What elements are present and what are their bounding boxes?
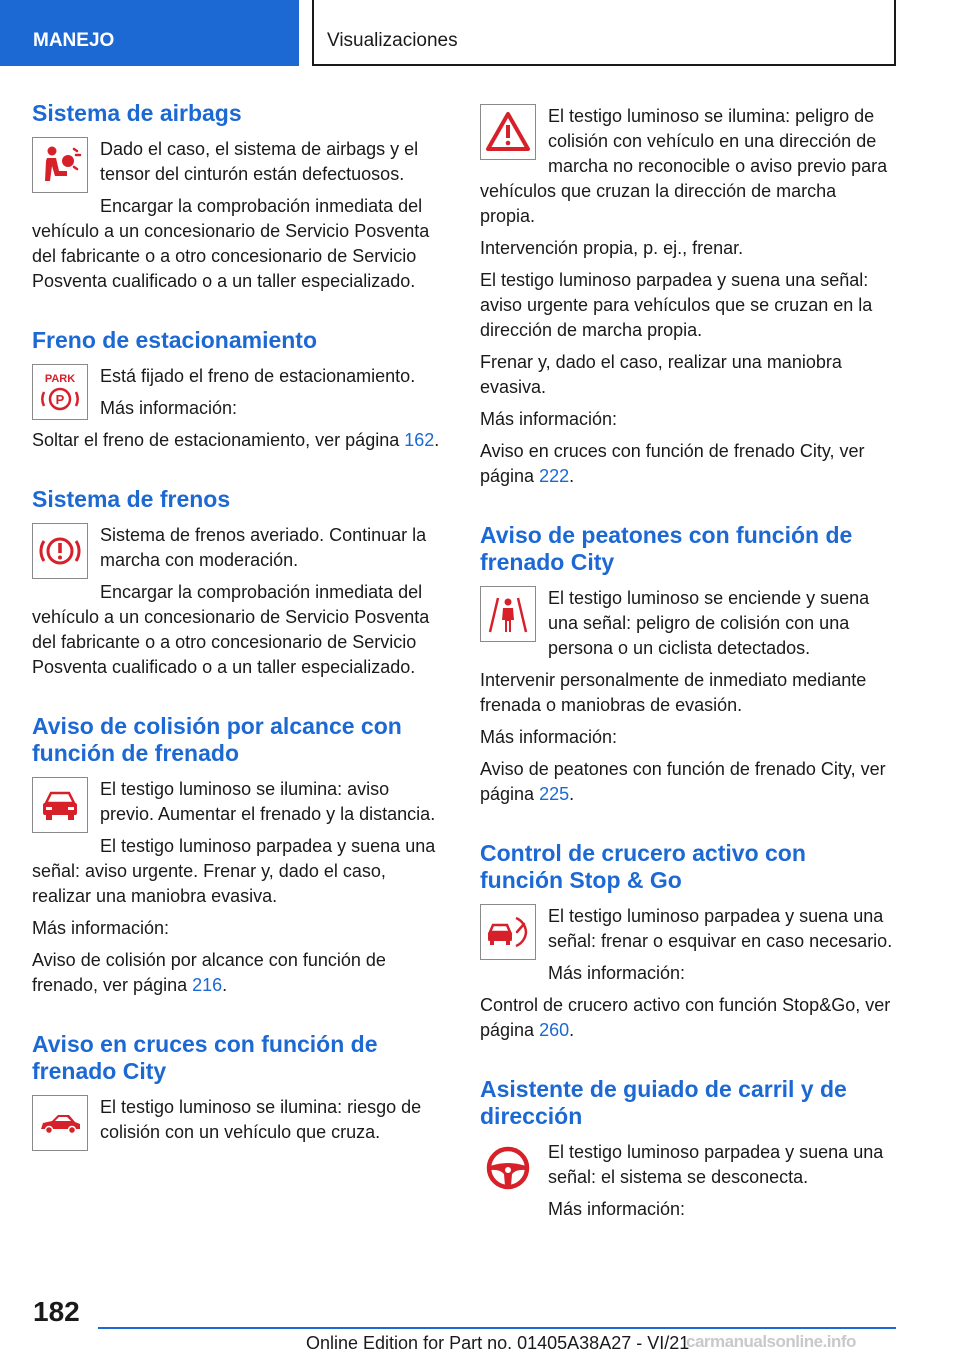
watermark: carmanualsonline.info [686,1332,856,1351]
page-link-162[interactable]: 162 [404,430,435,450]
warning-triangle-icon [480,104,536,160]
parking-brake-text-3: Soltar el freno de estacionamiento, ver página 162. [32,430,440,450]
collision-warning-text-2: El testigo luminoso parpadea y suena una señal: aviso urgente. Frenar y, dado el caso, realizar una maniobra evasiva. [32,836,436,906]
section-cruise-control [480,840,894,1050]
footer-divider [98,1327,896,1329]
lane-assistant-text-1: El testigo luminoso parpadea y suena una señal: el sistema se desconecta. [548,1142,884,1187]
brake-system-heading: Sistema de frenos [32,486,231,512]
airbag-warning-icon [32,137,88,193]
car-rear-icon [32,777,88,833]
crossing-cont-text-2: Intervención propia, p. ej., frenar. [480,238,744,258]
pedestrian-text-1: El testigo luminoso se enciende y suena una señal: peligro de colisión con una persona o un ciclista detectados. [548,588,870,658]
section-pedestrian-warning [480,522,894,814]
cruise-control-heading: Control de crucero activo con función Stop & Go [480,840,806,893]
parking-brake-icon [32,364,88,420]
collision-warning-heading: Aviso de colisión por alcance con función de frenado [32,713,402,766]
left-column [32,100,446,1181]
pedestrian-text-4: Aviso de peatones con función de frenado City, ver página 225. [480,759,886,804]
pedestrian-text-3: Más información: [480,727,618,747]
park-label: PARK [44,373,76,385]
page-link-260[interactable]: 260 [539,1020,570,1040]
crossing-warning-heading: Aviso en cruces con función de frenado City [32,1031,378,1084]
crossing-cont-text-3: El testigo luminoso parpadea y suena una señal: aviso urgente para vehículos que se cruzan en la dirección de marcha propia. [480,270,873,340]
crossing-cont-text-1: El testigo luminoso se ilumina: peligro de colisión con vehículo en una dirección de marcha no reconocible o aviso previo para vehículos que cruzan la dirección de marcha propia. [480,106,888,226]
pedestrian-text-2: Intervenir personalmente de inmediato mediante frenada o maniobras de evasión. [480,670,867,715]
section-collision-warning [32,713,446,1005]
page-header [0,0,960,66]
section-airbags [32,100,446,301]
lane-assistant-heading: Asistente de guiado de carril y de dirección [480,1076,847,1129]
airbags-text-2: Encargar la comprobación inmediata del vehículo a un concesionario de Servicio Posventa del fabricante o a otro concesionario de Servicio Posventa cualificado o a un taller especializado. [32,196,430,291]
crossing-cont-text-6: Aviso en cruces con función de frenado City, ver página 222. [480,441,865,486]
pedestrian-warning-heading: Aviso de peatones con función de frenado City [480,522,853,575]
right-column [480,104,894,1255]
section-brake-system [32,486,446,687]
brake-system-text-2: Encargar la comprobación inmediata del vehículo a un concesionario de Servicio Posventa del fabricante o a otro concesionario de Servicio Posventa cualificado o a un taller especializado. [32,582,430,677]
parking-brake-text-2: Más información: [100,398,238,418]
section-parking-brake [32,327,446,460]
car-side-icon [32,1095,88,1151]
airbags-heading: Sistema de airbags [32,100,242,126]
footer-edition: Online Edition for Part no. 01405A38A27 - VI/21 [306,1333,690,1353]
cruise-control-text-3: Control de crucero activo con función Stop&Go, ver página 260. [480,995,891,1040]
airbags-text-1: Dado el caso, el sistema de airbags y el tensor del cinturón están defectuosos. [100,139,419,184]
page-link-225[interactable]: 225 [539,784,570,804]
lane-assistant-text-2: Más información: [548,1199,686,1219]
cruise-control-text-2: Más información: [548,963,686,983]
svg-text:P: P [55,392,65,407]
section-lane-assistant [480,1076,894,1229]
crossing-cont-text-5: Más información: [480,409,618,429]
collision-warning-text-3: Más información: [32,918,170,938]
brake-warning-icon [32,523,88,579]
section-crossing-warning [32,1031,446,1155]
section-tab: MANEJO [0,0,299,66]
brake-system-text-1: Sistema de frenos averiado. Continuar la marcha con moderación. [100,525,427,570]
header-title: Visualizaciones [312,0,896,66]
cruise-control-icon [480,904,536,960]
cruise-control-text-1: El testigo luminoso parpadea y suena una señal: frenar o esquivar en caso necesario. [548,906,893,951]
page-link-216[interactable]: 216 [192,975,223,995]
collision-warning-text-1: El testigo luminoso se ilumina: aviso previo. Aumentar el frenado y la distancia. [100,779,436,824]
steering-wheel-icon [480,1140,536,1196]
parking-brake-text-1: Está fijado el freno de estacionamiento. [100,366,416,386]
pedestrian-icon [480,586,536,642]
page-link-222[interactable]: 222 [539,466,570,486]
crossing-warning-text-1: El testigo luminoso se ilumina: riesgo de colisión con un vehículo que cruza. [100,1097,422,1142]
parking-brake-heading: Freno de estacionamiento [32,327,318,353]
collision-warning-text-4: Aviso de colisión por alcance con función de frenado, ver página 216. [32,950,386,995]
page-number: 182 [33,1296,80,1327]
crossing-cont-text-4: Frenar y, dado el caso, realizar una maniobra evasiva. [480,352,842,397]
section-crossing-warning-cont [480,104,894,496]
